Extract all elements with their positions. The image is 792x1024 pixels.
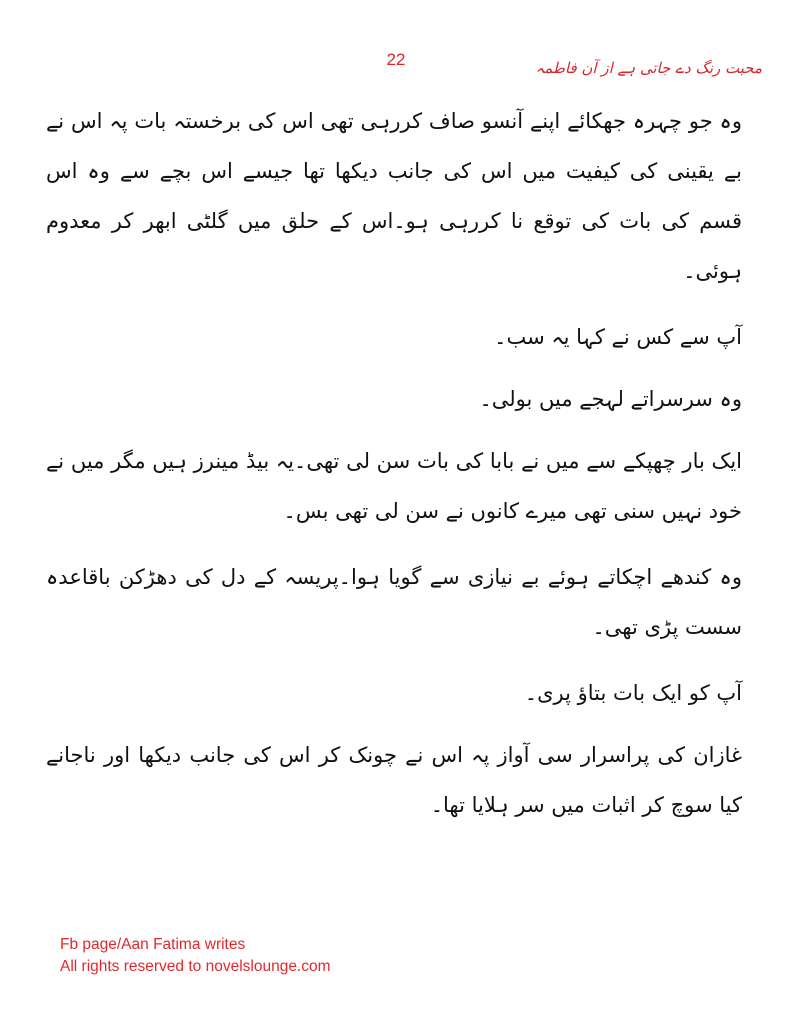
paragraph-1: وہ جو چہرہ جھکائے اپنے آنسو صاف کررہی تھی اس کی برخستہ بات پہ اس نے بے یقینی کی کیفیت میں اس کی جانب دیکھا تھا جیسے اس بچے سے وہ اس قسم کی بات کی توقع نا کررہی ہو۔اس کے حلق میں گلٹی ابھر کر معدوم ہوئی۔ (46, 109, 742, 283)
page-number: 22 (386, 50, 406, 69)
footer-credits (60, 934, 331, 978)
paragraph-4: ایک بار چھپکے سے میں نے بابا کی بات سن لی تھی۔یہ بیڈ مینرز ہیں مگر میں نے خود نہیں سنی تھی میرے کانوں نے سن لی تھی بس۔ (46, 449, 742, 523)
novel-title-header: محبت رنگ دے جاتی ہے از آن فاطمہ (535, 59, 762, 77)
paragraph-5: وہ کندھے اچکاتے ہوئے بے نیازی سے گویا ہوا۔پریسہ کے دل کی دھڑکن باقاعدہ سست پڑی تھی۔ (46, 565, 742, 639)
story-body (46, 96, 742, 846)
paragraph-7: غازان کی پراسرار سی آواز پہ اس نے چونک کر اس کی جانب دیکھا اور ناجانے کیا سوچ کر اثبات میں سر ہلایا تھا۔ (46, 743, 742, 817)
footer-rights: All rights reserved to novelslounge.com (60, 958, 331, 975)
paragraph-2: آپ سے کس نے کہا یہ سب۔ (494, 325, 742, 349)
footer-fb-page: Fb page/Aan Fatima writes (60, 936, 246, 953)
paragraph-3: وہ سرسراتے لہجے میں بولی۔ (479, 387, 742, 411)
paragraph-6: آپ کو ایک بات بتاؤ پری۔ (524, 681, 742, 705)
